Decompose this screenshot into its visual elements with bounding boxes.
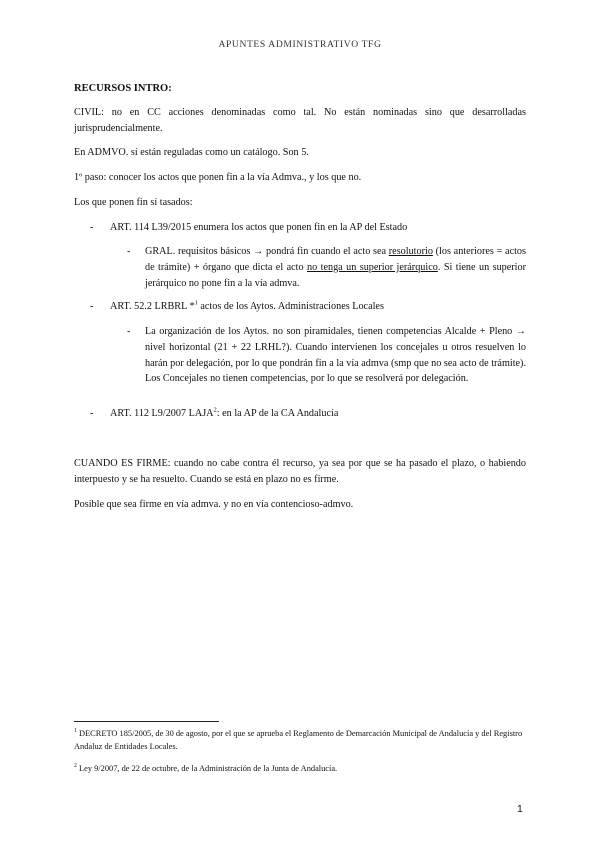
bullet-dash: - xyxy=(90,301,94,312)
footnote-ref-2: 2 xyxy=(213,406,217,414)
bullet-dash: - xyxy=(90,222,94,233)
list-item-art112: ART. 112 L9/2007 LAJA$^2$: en la AP de la CA Andalucía xyxy=(110,406,339,419)
paragraph-civil: CIVIL: no en CC acciones denominadas como tal. No están nominadas sino que desarrolladas jurisprudencialmente. xyxy=(74,107,526,134)
section-title: RECURSOS INTRO: xyxy=(74,83,172,94)
paragraph-firme: CUANDO ES FIRME: cuando no cabe contra él recurso, ya sea por que se ha pasado el plazo, o habiendo interpuesto y se ha resuelto. Cuando se está en plazo no es firme. xyxy=(74,458,526,485)
list-item-art114: ART. 114 L39/2015 enumera los actos que ponen fin en la AP del Estado xyxy=(110,222,408,233)
bullet-dash: - xyxy=(90,408,94,419)
page-number: 1 xyxy=(517,803,523,815)
footnote-1: $^1$ DECRETO 185/2005, de 30 de agosto, por el que se aprueba el Reglamento de Demarcación Municipal de Andalucía y del Registro Andaluz de Entidades Locales. xyxy=(74,728,523,752)
paragraph-fin-tasados: Los que ponen fin sí tasados: xyxy=(74,197,193,208)
paragraph-paso: 1º paso: conocer los actos que ponen fin a la vía Admva., y los que no. xyxy=(74,172,362,183)
sub-bullet-dash: - xyxy=(127,246,131,257)
underline-resolutorio: resolutorio xyxy=(388,246,433,257)
page-header: APUNTES ADMINISTRATIVO TFG xyxy=(218,39,382,50)
footnote-separator xyxy=(74,721,219,722)
footnote-ref-1: 1 xyxy=(194,299,198,307)
underline-superior: no tenga un superior jerárquico xyxy=(307,261,438,273)
list-item-art52: ART. 52.2 LRBRL *$^1$ actos de los Aytos. Administraciones Locales xyxy=(110,299,384,312)
footnote-2: $^2$ Ley 9/2007, de 22 de octubre, de la Administración de la Junta de Andalucía. xyxy=(74,763,338,773)
sub-item-gral: GRAL. requisitos básicos → pondrá fin cuando el acto sea resolutorio (los anteriores = actos de trámite) + órgano que dicta el acto no tenga un superior jerárquico. Si tiene un superior jerárquico no pone fin a la vía admva. xyxy=(145,246,526,289)
sub-item-aytos: La organización de los Aytos. no son piramidales, tienen competencias Alcalde + Pleno → nivel horizontal (21 + 22 LRHL?). Cuando intervienen los concejales u otros resuelven lo harán por delegación, por lo que pondrán fin a la vía admva (smp que no sea acto de trámite). Los Concejales no tienen competencias, por lo que se resolverá por delegación. xyxy=(145,326,526,385)
paragraph-posible: Posible que sea firme en vía admva. y no en vía contencioso-admvo. xyxy=(74,499,354,510)
sub-bullet-dash: - xyxy=(127,326,131,337)
paragraph-admvo: En ADMVO. sí están reguladas como un catálogo. Son 5. xyxy=(74,147,309,158)
